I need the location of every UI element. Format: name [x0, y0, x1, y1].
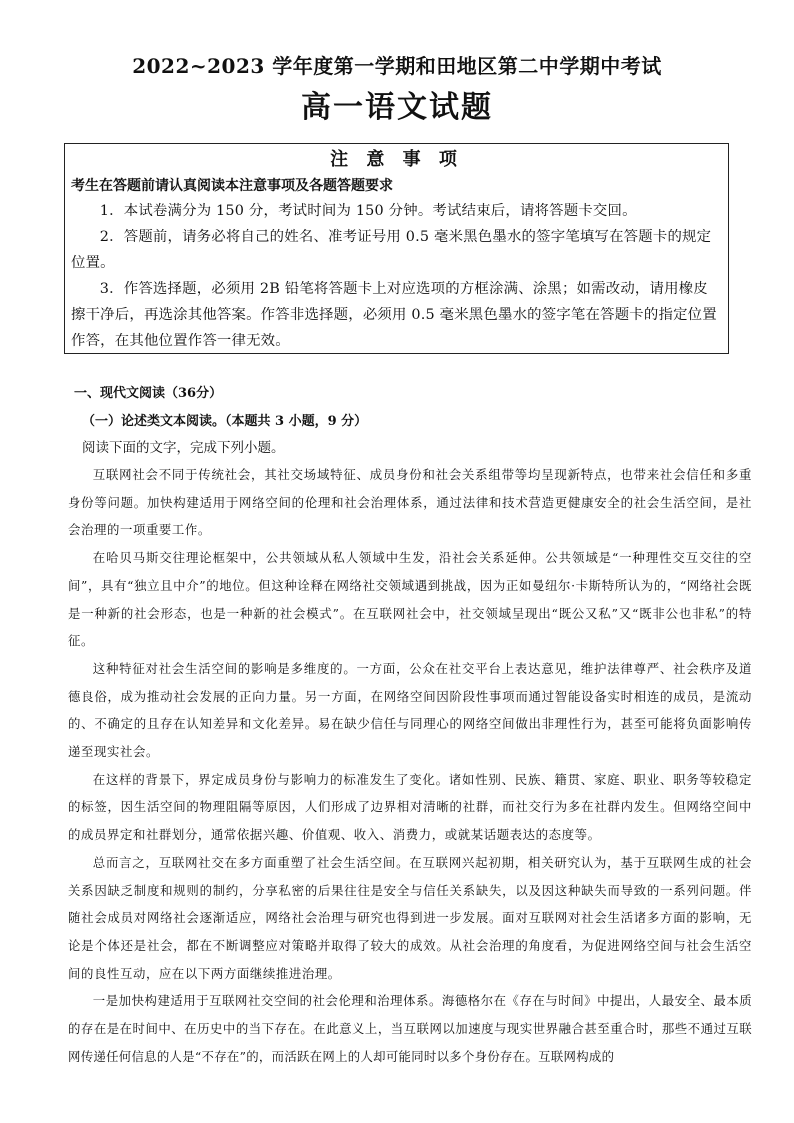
notice-item-3: 3．作答选择题，必须用 2B 铅笔将答题卡上对应选项的方框涂满、涂黑；如需改动，请用橡皮擦干净后，再选涂其他答案。作答非选择题，必须用 0.5 毫米黑色墨水的签字笔在答题卡的指定位置作答，在其他位置作答一律无效。 — [71, 281, 717, 349]
notice-heading: 注 意 事 项 — [330, 149, 463, 170]
reading-section — [68, 381, 752, 1070]
paragraph: 这种特征对社会生活空间的影响是多维度的。一方面，公众在社交平台上表达意见，维护法律尊严、社会秩序及道德良俗，成为推动社会发展的正向力量。另一方面，在网络空间因阶段性事项而通过智能设备实时相连的成员，是流动的、不确定的且存在认知差异和文化差异。易在缺少信任与同理心的网络空间做出非理性行为，甚至可能将负面影响传递至现实社会。 — [68, 660, 752, 760]
subject-title: 高一语文试题 — [301, 90, 493, 125]
paragraph: 在这样的背景下，界定成员身份与影响力的标准发生了变化。诸如性别、民族、籍贯、家庭、职业、职务等较稳定的标签，因生活空间的物理阻隔等原因，人们形成了边界相对清晰的社群，而社交行为多在社群内发生。但网络空间中的成员界定和社群划分，通常依据兴趣、价值观、收入、消费力，或就某话题表达的态度等。 — [68, 771, 752, 843]
notice-subheading: 考生在答题前请认真阅读本注意事项及各题答题要求 — [71, 178, 393, 194]
paragraph: 在哈贝马斯交往理论框架中，公共领域从私人领域中生发，沿社会关系延伸。公共领域是“一种理性交互交往的空间”，具有“独立且中介”的地位。但这种诠释在网络社交领域遇到挑战，因为正如曼纽尔·卡斯特所认为的，“网络社会既是一种新的社会形态，也是一种新的社会模式”。在互联网社会中，社交领域呈现出“既公又私”又“既非公也非私”的特征。 — [68, 550, 752, 649]
notice-box — [64, 143, 729, 354]
notice-item-1: 1．本试卷满分为 150 分，考试时间为 150 分钟。考试结束后，请将答题卡交回。 — [99, 203, 637, 219]
paragraph: 互联网社会不同于传统社会，其社交场域特征、成员身份和社会关系组带等均呈现新特点，也带来社会信任和多重身份等问题。加快构建适用于网络空间的伦理和社会治理体系，通过法律和技术营造更健康安全的社会生活空间，是社会治理的一项重要工作。 — [68, 467, 752, 538]
paragraph: 总而言之，互联网社交在多方面重塑了社会生活空间。在互联网兴起初期，相关研究认为，基于互联网生成的社会关系因缺乏制度和规则的制约，分享私密的后果往往是安全与信任关系缺失，以及因这种缺失而导致的一系列问题。伴随社会成员对网络社会逐渐适应，网络社会治理与研究也得到进一步发展。面对互联网对社会生活诸多方面的影响，无论是个体还是社会，都在不断调整应对策略并取得了较大的成效。从社会治理的角度看，为促进网络空间与社会生活空间的良性互动，应在以下两方面继续推进治理。 — [68, 854, 752, 981]
exam-title: 2022~2023 学年度第一学期和田地区第二中学期中考试 — [132, 54, 662, 78]
paragraph: 一是加快构建适用于互联网社交空间的社会伦理和治理体系。海德格尔在《存在与时间》中提出，人最安全、最本质的存在是在时间中、在历史中的当下存在。在此意义上，当互联网以加速度与现实世界融合甚至重合时，那些不通过互联网传递任何信息的人是“不存在”的，而活跃在网上的人却可能同时以多个身份存在。互联网构成的 — [68, 993, 752, 1064]
section-title: 一、现代文阅读（36分） — [74, 386, 223, 401]
section-instruction: 阅读下面的文字，完成下列小题。 — [82, 440, 285, 456]
section-subtitle: （一）论述类文本阅读。（本题共 3 小题，9 分） — [82, 414, 368, 429]
notice-item-2: 2．答题前，请务必将自己的姓名、准考证号用 0.5 毫米黑色墨水的签字笔填写在答题卡的规定位置。 — [71, 229, 712, 271]
